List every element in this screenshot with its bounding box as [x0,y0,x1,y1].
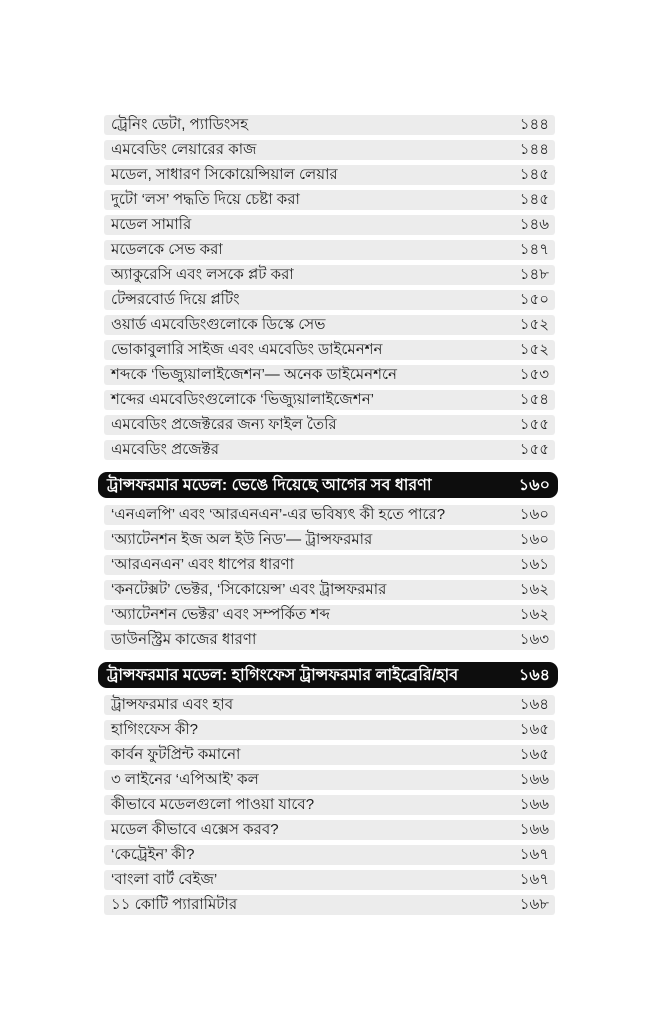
toc-entry-page: ১৫২ [519,340,549,358]
toc-row [104,695,555,715]
toc-section-header [98,472,558,498]
toc-section-title: ট্রান্সফরমার মডেল: হাগিংফেস ট্রান্সফরমার লাইব্রেরি/হাব [107,666,459,684]
toc-entry-page: ১৪৮ [519,265,549,283]
toc-row [104,745,555,765]
toc-row [104,140,555,160]
toc-row [104,115,555,135]
toc-row [104,630,555,650]
toc-entry-title: ‘কেট্রেইন’ কী? [111,845,195,863]
toc-entry-title: ‘আরএনএন’ এবং ধাপের ধারণা [111,555,294,573]
toc-entry-page: ১৪৪ [519,115,549,133]
toc-entry-title: ১১ কোটি প্যারামিটার [111,895,238,913]
toc-entry-page: ১৫০ [519,290,549,308]
toc-row [104,290,555,310]
toc-row [104,165,555,185]
toc-entry-title: শব্দকে ‘ভিজ্যুয়ালাইজেশন’— অনেক ডাইমেনশনে [111,365,397,383]
toc-entry-title: ‘কনটেক্সট’ ভেক্টর, ‘সিকোয়েন্স’ এবং ট্রান্সফরমার [111,580,387,598]
toc-entry-page: ১৪৫ [519,190,549,208]
toc-entry-page: ১৬৩ [519,630,549,648]
toc-entry-page: ১৬৬ [519,770,549,788]
toc-entry-title: ৩ লাইনের ‘এপিআই’ কল [111,770,259,788]
toc-entry-page: ১৬৪ [519,695,549,713]
toc-row [104,315,555,335]
toc-entry-page: ১৬২ [519,605,549,623]
toc-row [104,555,555,575]
toc-entry-page: ১৬২ [519,580,549,598]
toc-row [104,415,555,435]
toc-entry-title: এমবেডিং প্রজেক্টরের জন্য ফাইল তৈরি [111,415,337,433]
toc-entry-page: ১৬৭ [519,870,549,888]
toc-entry-page: ১৪৪ [519,140,549,158]
toc-entry-title: ‘অ্যাটেনশন ইজ অল ইউ নিড’— ট্রান্সফরমার [111,530,373,548]
toc-row [104,870,555,890]
toc-entry-title: মডেলকে সেভ করা [111,240,223,258]
toc-entry-title: দুটো ‘লস’ পদ্ধতি দিয়ে চেষ্টা করা [111,190,300,208]
toc-entry-page: ১৫২ [519,315,549,333]
toc-row [104,340,555,360]
toc-row [104,795,555,815]
toc-entry-title: টেন্সরবোর্ড দিয়ে প্লটিং [111,290,240,308]
toc-entry-title: মডেল সামারি [111,215,192,233]
toc-entry-page: ১৬৬ [519,795,549,813]
toc-entry-title: ডাউনস্ট্রিম কাজের ধারণা [111,630,257,648]
toc-entry-page: ১৪৫ [519,165,549,183]
toc-entry-page: ১৫৪ [519,390,549,408]
toc-entry-title: কীভাবে মডেলগুলো পাওয়া যাবে? [111,795,315,813]
toc-row [104,720,555,740]
toc-entry-title: কার্বন ফুটপ্রিন্ট কমানো [111,745,241,763]
toc-row [104,365,555,385]
toc-entry-page: ১৬৫ [519,745,549,763]
toc-entry-title: ‘বাংলা বার্ট বেইজ’ [111,870,218,888]
toc-entry-title: ট্রেনিং ডেটা, প্যাডিংসহ [111,115,249,133]
toc-section-page: ১৬০ [518,476,550,494]
toc-entry-title: ‘এনএলপি’ এবং ‘আরএনএন’-এর ভবিষ্যৎ কী হতে পারে? [111,505,446,523]
toc-entry-title: ট্রান্সফরমার এবং হাব [111,695,234,713]
toc-entry-page: ১৬৮ [519,895,549,913]
toc-entry-page: ১৬০ [519,530,549,548]
toc-row [104,770,555,790]
toc-entry-page: ১৪৬ [519,215,549,233]
toc-entry-title: মডেল, সাধারণ সিকোয়েন্সিয়াল লেয়ার [111,165,338,183]
toc-row [104,530,555,550]
toc-row [104,440,555,460]
toc-entry-page: ১৬৬ [519,820,549,838]
toc-entry-title: মডেল কীভাবে এক্সেস করব? [111,820,279,838]
toc-entry-page: ১৬০ [519,505,549,523]
toc-row [104,580,555,600]
toc-entry-page: ১৬৭ [519,845,549,863]
toc-row [104,240,555,260]
toc-row [104,845,555,865]
toc-entry-title: শব্দের এমবেডিংগুলোকে ‘ভিজ্যুয়ালাইজেশন’ [111,390,374,408]
toc-entry-page: ১৫৫ [519,440,549,458]
toc-entry-page: ১৫৫ [519,415,549,433]
toc-entry-page: ১৬১ [519,555,549,573]
toc-entry-page: ১৬৫ [519,720,549,738]
toc-entry-title: অ্যাকুরেসি এবং লসকে প্লট করা [111,265,294,283]
toc-entry-title: হাগিংফেস কী? [111,720,199,738]
toc-entry-title: এমবেডিং প্রজেক্টর [111,440,220,458]
toc-row [104,190,555,210]
toc-section-page: ১৬৪ [518,666,550,684]
toc-row [104,895,555,915]
toc-list [98,115,558,920]
toc-entry-title: ‘অ্যাটেনশন ভেক্টর’ এবং সম্পর্কিত শব্দ [111,605,330,623]
toc-row [104,605,555,625]
toc-row [104,265,555,285]
toc-row [104,390,555,410]
toc-row [104,820,555,840]
toc-entry-title: ভোকাবুলারি সাইজ এবং এমবেডিং ডাইমেনশন [111,340,383,358]
toc-entry-page: ১৪৭ [519,240,549,258]
toc-entry-title: ওয়ার্ড এমবেডিংগুলোকে ডিস্কে সেভ [111,315,326,333]
toc-entry-page: ১৫৩ [519,365,549,383]
toc-section-header [98,662,558,688]
toc-entry-title: এমবেডিং লেয়ারের কাজ [111,140,257,158]
toc-section-title: ট্রান্সফরমার মডেল: ভেঙে দিয়েছে আগের সব ধারণা [107,476,432,494]
toc-row [104,215,555,235]
toc-row [104,505,555,525]
